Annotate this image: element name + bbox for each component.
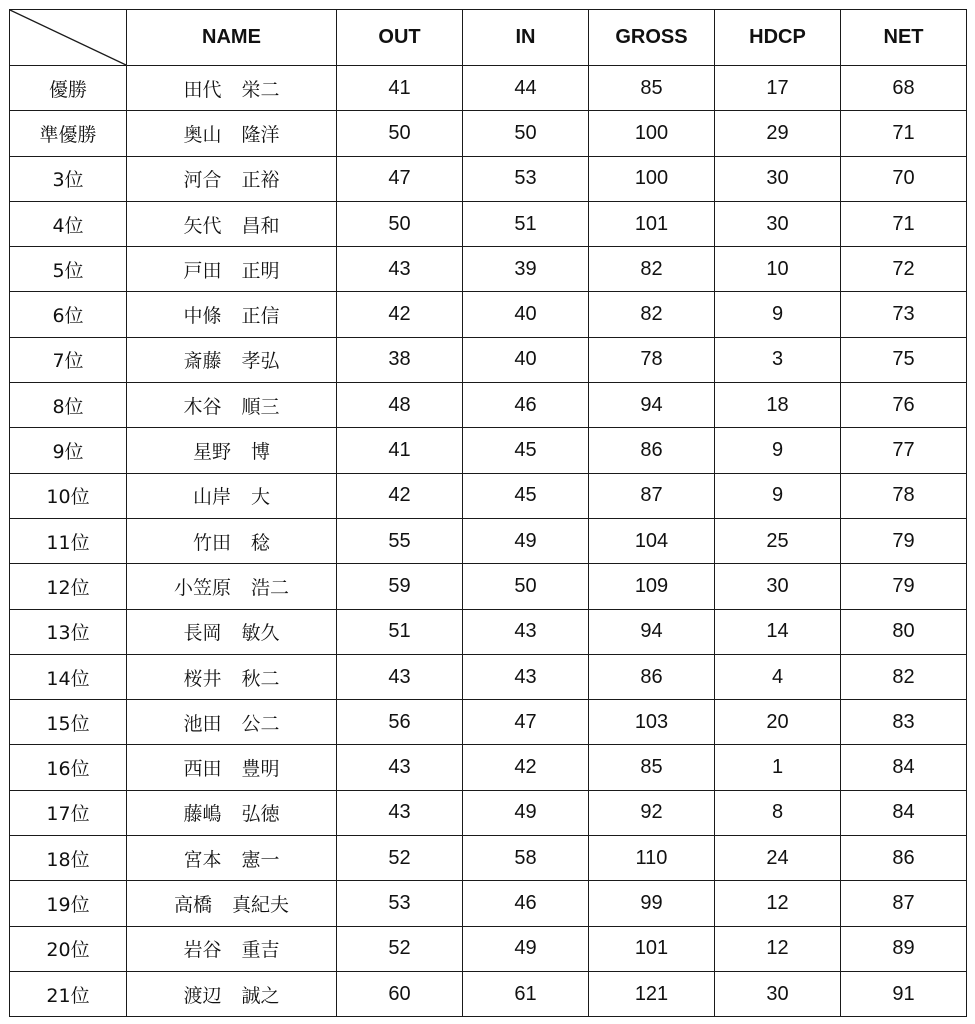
rank-cell: 9位	[10, 428, 127, 473]
out-cell: 43	[337, 790, 463, 835]
first-name: 公二	[241, 712, 280, 735]
net-cell: 72	[841, 247, 967, 292]
last-name: 田代	[183, 78, 222, 101]
gross-cell: 85	[589, 745, 715, 790]
net-cell: 83	[841, 700, 967, 745]
last-name: 戸田	[183, 259, 222, 282]
name-cell	[127, 926, 337, 971]
last-name: 高橋	[173, 893, 212, 916]
name-cell	[127, 66, 337, 111]
net-cell: 71	[841, 111, 967, 156]
name-cell	[127, 428, 337, 473]
last-name: 河合	[183, 169, 222, 192]
header-name: NAME	[127, 10, 337, 66]
out-cell: 47	[337, 156, 463, 201]
net-cell: 76	[841, 383, 967, 428]
table-row	[10, 926, 967, 971]
hdcp-cell: 3	[715, 337, 841, 382]
last-name: 渡辺	[183, 984, 222, 1007]
in-cell: 46	[463, 383, 589, 428]
in-cell: 40	[463, 292, 589, 337]
diagonal-line	[10, 10, 126, 65]
out-cell: 43	[337, 745, 463, 790]
rank-cell: 18位	[10, 836, 127, 881]
table-row	[10, 383, 967, 428]
out-cell: 41	[337, 66, 463, 111]
header-row	[10, 10, 967, 66]
gross-cell: 99	[589, 881, 715, 926]
hdcp-cell: 30	[715, 156, 841, 201]
name-cell	[127, 654, 337, 699]
hdcp-cell: 12	[715, 881, 841, 926]
gross-cell: 104	[589, 518, 715, 563]
out-cell: 42	[337, 292, 463, 337]
last-name: 池田	[183, 712, 222, 735]
rank-cell: 16位	[10, 745, 127, 790]
first-name: 正信	[241, 305, 280, 328]
gross-cell: 101	[589, 926, 715, 971]
rank-cell: 6位	[10, 292, 127, 337]
out-cell: 55	[337, 518, 463, 563]
first-name: 順三	[241, 395, 280, 418]
hdcp-cell: 4	[715, 654, 841, 699]
last-name: 西田	[183, 758, 222, 781]
table-row	[10, 790, 967, 835]
header-net: NET	[841, 10, 967, 66]
out-cell: 38	[337, 337, 463, 382]
last-name: 木谷	[183, 395, 222, 418]
last-name: 矢代	[183, 214, 222, 237]
table-row	[10, 156, 967, 201]
gross-cell: 92	[589, 790, 715, 835]
in-cell: 53	[463, 156, 589, 201]
last-name: 藤嶋	[183, 803, 222, 826]
table-row	[10, 971, 967, 1016]
last-name: 山岸	[192, 486, 231, 509]
first-name: 秋二	[241, 667, 280, 690]
gross-cell: 86	[589, 428, 715, 473]
gross-cell: 103	[589, 700, 715, 745]
table-header	[10, 10, 967, 66]
out-cell: 48	[337, 383, 463, 428]
net-cell: 79	[841, 564, 967, 609]
out-cell: 59	[337, 564, 463, 609]
first-name: 敏久	[241, 622, 280, 645]
table-row	[10, 66, 967, 111]
gross-cell: 121	[589, 971, 715, 1016]
last-name: 桜井	[183, 667, 222, 690]
first-name: 浩二	[251, 576, 290, 599]
in-cell: 51	[463, 201, 589, 246]
out-cell: 52	[337, 926, 463, 971]
net-cell: 73	[841, 292, 967, 337]
gross-cell: 87	[589, 473, 715, 518]
rank-cell: 14位	[10, 654, 127, 699]
in-cell: 61	[463, 971, 589, 1016]
gross-cell: 110	[589, 836, 715, 881]
net-cell: 91	[841, 971, 967, 1016]
rank-cell: 準優勝	[10, 111, 127, 156]
net-cell: 68	[841, 66, 967, 111]
gross-cell: 100	[589, 111, 715, 156]
hdcp-cell: 29	[715, 111, 841, 156]
first-name: 真紀夫	[232, 893, 290, 916]
name-cell	[127, 836, 337, 881]
gross-cell: 94	[589, 609, 715, 654]
hdcp-cell: 30	[715, 201, 841, 246]
last-name: 中條	[183, 305, 222, 328]
table-row	[10, 564, 967, 609]
first-name: 孝弘	[241, 350, 280, 373]
last-name: 竹田	[192, 531, 231, 554]
header-out: OUT	[337, 10, 463, 66]
table-row	[10, 518, 967, 563]
out-cell: 43	[337, 654, 463, 699]
net-cell: 71	[841, 201, 967, 246]
hdcp-cell: 9	[715, 292, 841, 337]
first-name: 昌和	[241, 214, 280, 237]
hdcp-cell: 30	[715, 564, 841, 609]
header-gross: GROSS	[589, 10, 715, 66]
out-cell: 50	[337, 111, 463, 156]
name-cell	[127, 473, 337, 518]
table-row	[10, 473, 967, 518]
out-cell: 41	[337, 428, 463, 473]
table-row	[10, 654, 967, 699]
name-cell	[127, 247, 337, 292]
name-cell	[127, 790, 337, 835]
first-name: 栄二	[241, 78, 280, 101]
gross-cell: 109	[589, 564, 715, 609]
name-cell	[127, 156, 337, 201]
rank-cell: 7位	[10, 337, 127, 382]
rank-cell: 11位	[10, 518, 127, 563]
hdcp-cell: 10	[715, 247, 841, 292]
rank-cell: 10位	[10, 473, 127, 518]
last-name: 奥山	[183, 123, 222, 146]
in-cell: 50	[463, 111, 589, 156]
gross-cell: 94	[589, 383, 715, 428]
header-hdcp: HDCP	[715, 10, 841, 66]
first-name: 大	[251, 486, 271, 509]
last-name: 小笠原	[173, 576, 231, 599]
in-cell: 45	[463, 428, 589, 473]
gross-cell: 101	[589, 201, 715, 246]
header-in: IN	[463, 10, 589, 66]
hdcp-cell: 30	[715, 971, 841, 1016]
net-cell: 84	[841, 790, 967, 835]
hdcp-cell: 12	[715, 926, 841, 971]
in-cell: 58	[463, 836, 589, 881]
gross-cell: 82	[589, 247, 715, 292]
table-body	[10, 66, 967, 1017]
table-row	[10, 700, 967, 745]
in-cell: 45	[463, 473, 589, 518]
name-cell	[127, 745, 337, 790]
first-name: 憲一	[241, 848, 280, 871]
first-name: 稔	[251, 531, 271, 554]
gross-cell: 82	[589, 292, 715, 337]
rank-cell: 19位	[10, 881, 127, 926]
last-name: 長岡	[183, 622, 222, 645]
name-cell	[127, 564, 337, 609]
first-name: 隆洋	[241, 123, 280, 146]
last-name: 斎藤	[183, 350, 222, 373]
rank-cell: 12位	[10, 564, 127, 609]
in-cell: 39	[463, 247, 589, 292]
net-cell: 80	[841, 609, 967, 654]
name-cell	[127, 292, 337, 337]
hdcp-cell: 17	[715, 66, 841, 111]
first-name: 博	[251, 441, 271, 464]
in-cell: 42	[463, 745, 589, 790]
out-cell: 52	[337, 836, 463, 881]
last-name: 宮本	[183, 848, 222, 871]
net-cell: 77	[841, 428, 967, 473]
first-name: 正明	[241, 259, 280, 282]
gross-cell: 100	[589, 156, 715, 201]
first-name: 弘徳	[241, 803, 280, 826]
rank-cell: 20位	[10, 926, 127, 971]
net-cell: 86	[841, 836, 967, 881]
table-row	[10, 201, 967, 246]
hdcp-cell: 9	[715, 428, 841, 473]
in-cell: 43	[463, 609, 589, 654]
out-cell: 60	[337, 971, 463, 1016]
in-cell: 47	[463, 700, 589, 745]
net-cell: 79	[841, 518, 967, 563]
gross-cell: 85	[589, 66, 715, 111]
net-cell: 82	[841, 654, 967, 699]
table-row	[10, 881, 967, 926]
hdcp-cell: 25	[715, 518, 841, 563]
out-cell: 51	[337, 609, 463, 654]
in-cell: 49	[463, 790, 589, 835]
out-cell: 42	[337, 473, 463, 518]
hdcp-cell: 8	[715, 790, 841, 835]
rank-cell: 5位	[10, 247, 127, 292]
table-row	[10, 609, 967, 654]
name-cell	[127, 881, 337, 926]
rank-cell: 17位	[10, 790, 127, 835]
corner-cell	[10, 10, 127, 66]
gross-cell: 78	[589, 337, 715, 382]
out-cell: 43	[337, 247, 463, 292]
hdcp-cell: 20	[715, 700, 841, 745]
rank-cell: 21位	[10, 971, 127, 1016]
in-cell: 49	[463, 926, 589, 971]
rank-cell: 優勝	[10, 66, 127, 111]
in-cell: 46	[463, 881, 589, 926]
hdcp-cell: 18	[715, 383, 841, 428]
gross-cell: 86	[589, 654, 715, 699]
first-name: 誠之	[241, 984, 280, 1007]
net-cell: 87	[841, 881, 967, 926]
name-cell	[127, 337, 337, 382]
out-cell: 50	[337, 201, 463, 246]
first-name: 豊明	[241, 758, 280, 781]
table-row	[10, 292, 967, 337]
name-cell	[127, 971, 337, 1016]
hdcp-cell: 24	[715, 836, 841, 881]
out-cell: 56	[337, 700, 463, 745]
first-name: 正裕	[241, 169, 280, 192]
in-cell: 44	[463, 66, 589, 111]
table-row	[10, 836, 967, 881]
net-cell: 89	[841, 926, 967, 971]
hdcp-cell: 14	[715, 609, 841, 654]
last-name: 岩谷	[183, 939, 222, 962]
last-name: 星野	[192, 441, 231, 464]
name-cell	[127, 111, 337, 156]
name-cell	[127, 518, 337, 563]
net-cell: 75	[841, 337, 967, 382]
net-cell: 84	[841, 745, 967, 790]
table-row	[10, 428, 967, 473]
out-cell: 53	[337, 881, 463, 926]
in-cell: 49	[463, 518, 589, 563]
name-cell	[127, 700, 337, 745]
name-cell	[127, 383, 337, 428]
first-name: 重吉	[241, 939, 280, 962]
in-cell: 40	[463, 337, 589, 382]
rank-cell: 4位	[10, 201, 127, 246]
name-cell	[127, 201, 337, 246]
hdcp-cell: 9	[715, 473, 841, 518]
results-table	[9, 9, 967, 1017]
hdcp-cell: 1	[715, 745, 841, 790]
rank-cell: 13位	[10, 609, 127, 654]
net-cell: 78	[841, 473, 967, 518]
table-row	[10, 745, 967, 790]
name-cell	[127, 609, 337, 654]
table-row	[10, 111, 967, 156]
rank-cell: 15位	[10, 700, 127, 745]
table-row	[10, 337, 967, 382]
net-cell: 70	[841, 156, 967, 201]
in-cell: 50	[463, 564, 589, 609]
table-row	[10, 247, 967, 292]
in-cell: 43	[463, 654, 589, 699]
rank-cell: 8位	[10, 383, 127, 428]
rank-cell: 3位	[10, 156, 127, 201]
